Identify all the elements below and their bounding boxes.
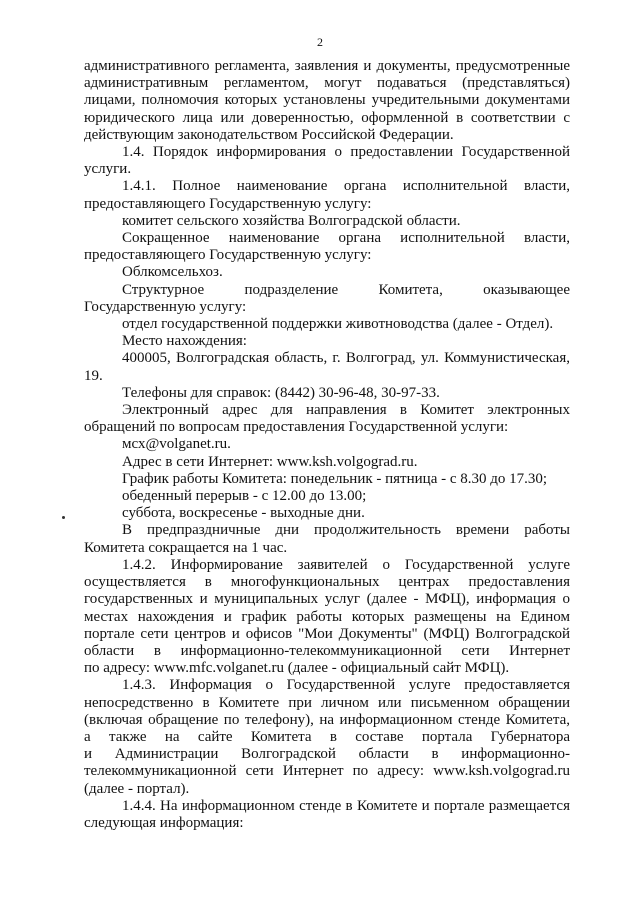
text-line: 19. bbox=[84, 367, 103, 384]
text-line: График работы Комитета: понедельник - пятница - с 8.30 до 17.30; bbox=[122, 470, 548, 487]
text-line: лицами, полномочия которых установлены учредительными документами bbox=[84, 92, 570, 109]
text-line: административным регламентом, могут подаваться (представляться) bbox=[84, 75, 570, 92]
text-line: Облкомсельхоз. bbox=[122, 264, 223, 281]
text-line: комитет сельского хозяйства Волгоградской области. bbox=[122, 212, 461, 229]
text-line: юридического лица или доверенностью, оформленной в соответствии с bbox=[84, 109, 570, 126]
text-line: Место нахождения: bbox=[122, 333, 247, 350]
text-line: административного регламента, заявления и документы, предусмотренные bbox=[84, 58, 570, 74]
text-line: (включая обращение по телефону), на информационном стенде Комитета, bbox=[84, 711, 570, 728]
text-line: обращений по вопросам предоставления Государственной услуги: bbox=[84, 419, 509, 436]
page-number: 2 bbox=[317, 35, 323, 49]
text-line: по адресу: www.mfc.volganet.ru (далее - официальный сайт МФЦ). bbox=[84, 660, 510, 677]
text-line: а также на сайте Комитета в составе портала Губернатора bbox=[84, 728, 570, 745]
text-line: телекоммуникационной сети Интернет по адресу: www.ksh.volgograd.ru bbox=[84, 763, 570, 780]
text-line: следующая информация: bbox=[84, 814, 244, 831]
text-line: услуги. bbox=[84, 161, 132, 178]
text-line: 1.4. Порядок информирования о предоставлении Государственной bbox=[122, 144, 570, 161]
text-line: Адрес в сети Интернет: www.ksh.volgograd.ru. bbox=[122, 453, 418, 470]
text-line: 1.4.1. Полное наименование органа исполнительной власти, bbox=[122, 178, 570, 195]
text-line: осуществляется в многофункциональных центрах предоставления bbox=[84, 574, 570, 591]
text-line: Сокращенное наименование органа исполнительной власти, bbox=[122, 230, 570, 247]
text-line: суббота, воскресенье - выходные дни. bbox=[122, 505, 365, 522]
text-line: непосредственно в Комитете при личном или письменном обращении bbox=[84, 694, 570, 711]
text-line: действующим законодательством Российской Федерации. bbox=[84, 126, 454, 143]
text-line: В предпраздничные дни продолжительность времени работы bbox=[122, 522, 570, 539]
text-line: предоставляющего Государственную услугу: bbox=[84, 247, 372, 264]
text-line: 1.4.2. Информирование заявителей о Государственной услуге bbox=[122, 556, 570, 573]
document-body bbox=[84, 58, 570, 832]
text-line: области в информационно-телекоммуникационной сети Интернет bbox=[84, 642, 570, 659]
text-line: и Администрации Волгоградской области в информационно- bbox=[84, 746, 570, 763]
text-line: 1.4.4. На информационном стенде в Комитете и портале размещается bbox=[122, 797, 570, 814]
text-line: предоставляющего Государственную услугу: bbox=[84, 195, 372, 212]
text-line: 1.4.3. Информация о Государственной услуге предоставляется bbox=[122, 677, 570, 694]
text-line: Телефоны для справок: (8442) 30-96-48, 30-97-33. bbox=[122, 384, 440, 401]
text-line: мсх@volganet.ru. bbox=[122, 436, 231, 453]
text-line: Государственную услугу: bbox=[84, 298, 247, 315]
text-line: Структурное подразделение Комитета, оказывающее bbox=[122, 281, 570, 298]
text-line: Комитета сокращается на 1 час. bbox=[84, 539, 288, 556]
text-line: 400005, Волгоградская область, г. Волгоград, ул. Коммунистическая, bbox=[122, 350, 570, 367]
text-line: обеденный перерыв - с 12.00 до 13.00; bbox=[122, 488, 367, 505]
scan-speck bbox=[62, 516, 65, 519]
text-line: (далее - портал). bbox=[84, 780, 190, 797]
text-line: портале сети центров и офисов "Мои Документы" (МФЦ) Волгоградской bbox=[84, 625, 570, 642]
text-line: отдел государственной поддержки животноводства (далее - Отдел). bbox=[122, 316, 554, 333]
text-line: местах нахождения и график работы которых размещены на Едином bbox=[84, 608, 570, 625]
text-line: государственных и муниципальных услуг (далее - МФЦ), информация о bbox=[84, 591, 570, 608]
text-line: Электронный адрес для направления в Комитет электронных bbox=[122, 402, 570, 419]
